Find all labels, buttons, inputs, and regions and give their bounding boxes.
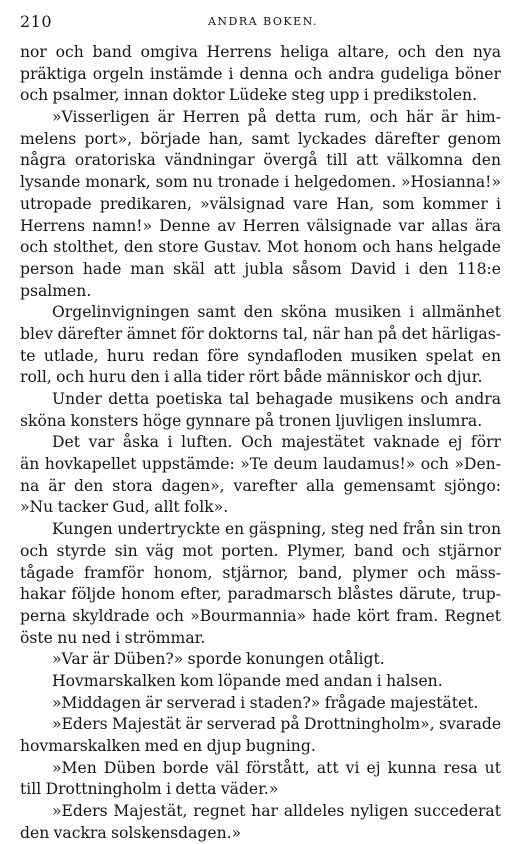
text-line: tågade framför honom, stjärnor, band, plymer och mäss- — [20, 563, 501, 582]
text-line: na är den stora dagen», varefter alla gemensamt sjöngo: — [20, 476, 501, 495]
running-title: ANDRA BOKEN. — [207, 15, 319, 28]
text-line: »Men Düben borde väl förstått, att vi ej kunna resa ut — [52, 758, 501, 777]
text-line: Kungen undertryckte en gäspning, steg ned från sin tron — [52, 520, 501, 539]
text-line: person hade man skäl att jubla såsom David i den 118:e — [20, 259, 501, 278]
text-line: »Middagen är serverad i staden?» frågade majestätet. — [52, 693, 479, 712]
text-line: hakar följde honom efter, paradmarsch blåstes därute, trup- — [20, 585, 501, 604]
text-line: lysande monark, som nu tronade i helgedomen. »Hosianna!» — [20, 173, 501, 192]
text-line: utropade predikaren, »välsignad vare Han, som kommer i — [20, 194, 501, 213]
text-line: till Drottningholm i detta väder.» — [20, 780, 279, 799]
text-line: roll, och huru den i alla tider rört både människor och djur. — [20, 368, 483, 387]
text-line: öste nu ned i strömmar. — [20, 628, 206, 647]
text-line: »Eders Majestät, regnet har alldeles nyligen succederat — [52, 802, 501, 821]
text-line: hovmarskalken med en djup bugning. — [20, 737, 316, 755]
text-line: präktiga orgeln instämde i denna och andra gudeliga böner — [20, 64, 501, 83]
text-line: sköna konsters höge gynnare på tronen ljuvligen inslumra. — [20, 411, 483, 430]
text-line: Orgelinvigningen samt den sköna musiken i allmänhet — [52, 303, 501, 322]
text-line: några oratoriska vändningar övergå till att välkomna den — [20, 151, 501, 170]
text-line: »Nu tacker Gud, allt folk». — [20, 498, 229, 517]
text-line: nor och band omgiva Herrens heliga altare, och den nya — [20, 43, 501, 61]
text-line: blev därefter ämnet för doktorns tal, när han på det härligas- — [20, 324, 501, 343]
text-line: Herrens namn!» Denne av Herren välsignade var allas ära — [20, 216, 501, 235]
text-line: Hovmarskalken kom löpande med andan i halsen. — [52, 671, 443, 690]
running-head — [20, 12, 506, 36]
page-number: 210 — [20, 12, 53, 31]
text-line: Under detta poetiska tal behagade musikens och andra — [52, 390, 501, 408]
text-line: och styrde sin väg mot porten. Plymer, band och stjärnor — [20, 541, 501, 560]
text-line: »Var är Düben?» sporde konungen otåligt. — [52, 650, 385, 669]
text-line: »Visserligen är Herren på detta rum, och här är him- — [52, 108, 501, 127]
text-line: än hovkapellet uppstämde: »Te deum laudamus!» och »Den- — [20, 455, 501, 474]
text-line: och stolthet, den store Gustav. Mot honom och hans helgade — [20, 238, 501, 257]
text-line: Det var åska i luften. Och majestätet vaknade ej förr — [52, 433, 501, 452]
text-line: perna skyldrade och »Bourmannia» hade kört fram. Regnet — [20, 606, 501, 625]
text-line: »Eders Majestät är serverad på Drottningholm», svarade — [52, 715, 502, 734]
text-line: den vackra solskensdagen.» — [20, 823, 242, 842]
text-line: te utlade, huru redan före syndafloden musiken spelat en — [20, 346, 501, 365]
text-line: psalmen. — [20, 281, 92, 300]
text-line: melens port», började han, samt lyckades därefter genom — [20, 129, 501, 148]
text-line: och psalmer, innan doktor Lüdeke steg upp i predikstolen. — [20, 86, 478, 105]
body-text — [20, 42, 501, 844]
